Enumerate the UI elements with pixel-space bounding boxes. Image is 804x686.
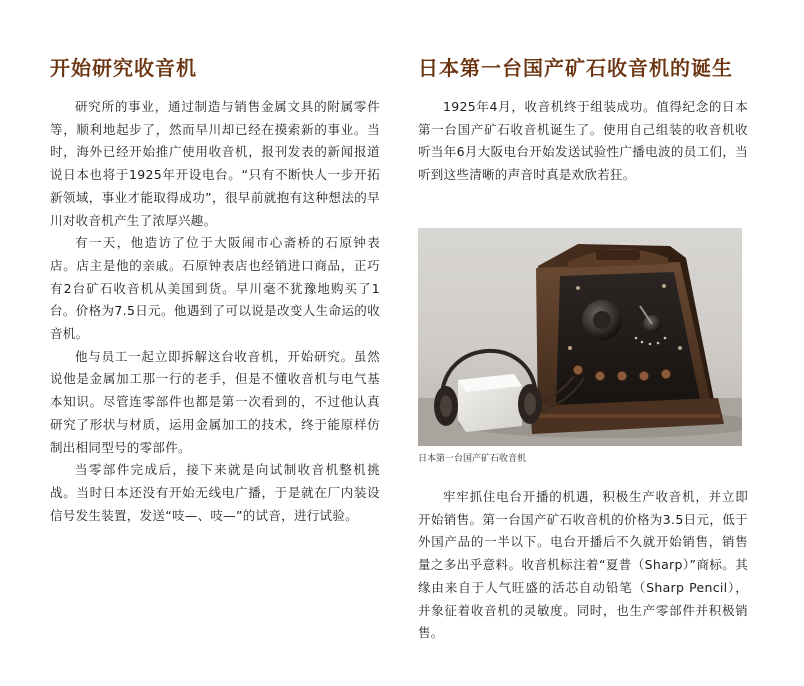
right-paragraphs-top [418,96,748,187]
paragraph: 1925年4月，收音机终于组装成功。值得纪念的日本第一台国产矿石收音机诞生了。使用自己组装的收音机收听当年6月大阪电台开始发送试验性广播电波的员工们，当听到这些清晰的声音时真是欢欣若狂。 [418,99,748,183]
paragraph: 牢牢抓住电台开播的机遇，积极生产收音机，并立即开始销售。第一台国产矿石收音机的价格为3.5日元，低于外国产品的一半以下。电台开播后不久就开始销售，销售量之多出乎意料。收音机标注着“夏普（Sharp）”商标。其缘由来自于人气旺盛的活芯自动铅笔（Sharp Pencil），并象征着收音机的灵敏度。同时，也生产零部件并积极销售。 [418,489,748,641]
photo-caption: 日本第一台国产矿石收音机 [418,454,527,464]
paragraph: 研究所的事业，通过制造与销售金属文具的附属零件等，顺利地起步了，然而早川却已经在摸索新的事业。当时，海外已经开始推广使用收音机，报刊发表的新闻报道说日本也将于1925年开设电台。“只有不断快人一步开拓新领域，事业才能取得成功”，很早前就抱有这种想法的早川对收音机产生了浓厚兴趣。 [50,99,380,228]
paragraph: 当零部件完成后，接下来就是向试制收音机整机挑战。当时日本还没有开始无线电广播，于是就在厂内装设信号发生装置，发送“吱—、吱—”的试音，进行试验。 [50,462,380,523]
paragraph: 他与员工一起立即拆解这台收音机，开始研究。虽然说他是金属加工那一行的老手，但是不懂收音机与电气基本知识。尽管连零部件也都是第一次看到的，不过他认真研究了形状与材质，运用金属加工的技术，终于能原样仿制出相同型号的零部件。 [50,348,380,455]
right-heading: 日本第一台国产矿石收音机的诞生 [418,56,733,80]
paragraph: 有一天，他造访了位于大阪闹市心斋桥的石原钟表店。店主是他的亲戚。石原钟表店也经销进口商品，正巧有2台矿石收音机从美国到货。早川毫不犹豫地购买了1台。价格为7.5日元。他遇到了可以说是改变人生命运的收音机。 [50,235,380,342]
left-heading: 开始研究收音机 [50,56,197,80]
left-paragraphs [50,96,380,527]
crystal-radio-photo [418,228,742,446]
right-paragraphs-bottom [418,486,748,645]
